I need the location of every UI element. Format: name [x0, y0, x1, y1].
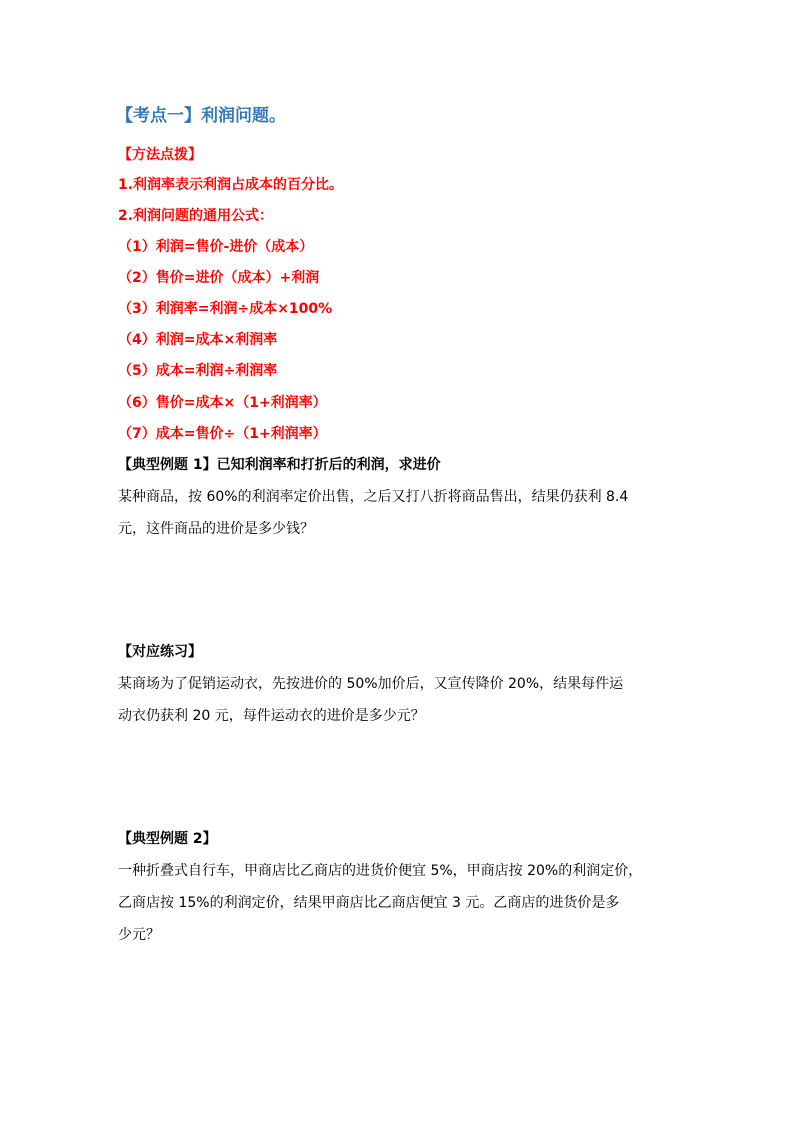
example2-text-1: 一种折叠式自行车，甲商店比乙商店的进货价便宜 5%，甲商店按 20%的利润定价， — [118, 863, 643, 879]
method-line-1: 1.利润率表示利润占成本的百分比。 — [118, 177, 344, 193]
formula-6: （6）售价=成本×（1+利润率） — [118, 395, 327, 411]
practice-text-2: 动衣仍获利 20 元，每件运动衣的进价是多少元？ — [118, 708, 425, 724]
example1-title: 【典型例题 1】已知利润率和打折后的利润，求进价 — [118, 457, 441, 473]
example1-text-2: 元，这件商品的进价是多少钱？ — [118, 521, 314, 537]
formula-7: （7）成本=售价÷（1+利润率） — [118, 426, 327, 442]
example2-title: 【典型例题 2】 — [118, 831, 217, 847]
practice-text-1: 某商场为了促销运动衣，先按进价的 50%加价后，又宣传降价 20%，结果每件运 — [118, 676, 624, 692]
formula-5: （5）成本=利润÷利润率 — [118, 363, 278, 379]
example1-text-1: 某种商品，按 60%的利润率定价出售，之后又打八折将商品售出，结果仍获利 8.4 — [118, 489, 629, 505]
formula-2: （2）售价=进价（成本）+利润 — [118, 270, 320, 286]
formula-4: （4）利润=成本×利润率 — [118, 332, 278, 348]
example2-text-3: 少元？ — [118, 927, 160, 943]
section-title: 【考点一】利润问题。 — [116, 106, 286, 126]
formula-1: （1）利润=售价-进价（成本） — [118, 239, 314, 255]
method-line-2: 2.利润问题的通用公式： — [118, 208, 274, 224]
method-title: 【方法点拨】 — [118, 147, 202, 163]
example2-text-2: 乙商店按 15%的利润定价，结果甲商店比乙商店便宜 3 元。乙商店的进货价是多 — [118, 895, 620, 911]
formula-3: （3）利润率=利润÷成本×100% — [118, 301, 333, 317]
practice-title: 【对应练习】 — [118, 644, 202, 660]
